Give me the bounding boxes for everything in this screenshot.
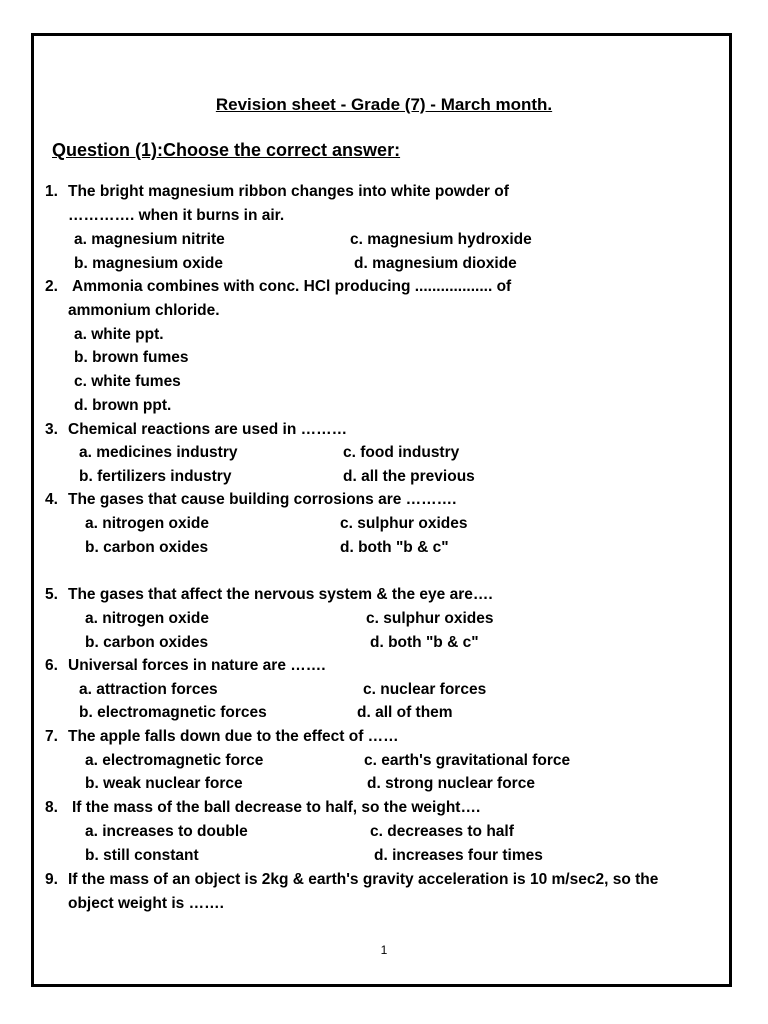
question-number: 6. (45, 657, 58, 674)
question-number: 3. (45, 421, 58, 438)
option-b: b. magnesium oxide (74, 255, 224, 272)
question-text: Ammonia combines with conc. HCl producing .................. of (72, 278, 512, 295)
option-b: b. fertilizers industry (79, 468, 232, 485)
option-a: a. attraction forces (79, 681, 218, 698)
question-text: ammonium chloride. (68, 302, 220, 319)
option-c: c. magnesium hydroxide (350, 231, 532, 248)
question-text: The gases that affect the nervous system & the eye are…. (68, 586, 493, 603)
option-a: a. nitrogen oxide (85, 515, 210, 532)
option-c: c. nuclear forces (363, 681, 487, 698)
option-a: a. nitrogen oxide (85, 610, 210, 627)
option-d: d. brown ppt. (74, 397, 172, 414)
option-b: b. brown fumes (74, 349, 189, 366)
option-d: d. all of them (357, 704, 453, 721)
option-c: c. sulphur oxides (340, 515, 468, 532)
option-a: a. electromagnetic force (85, 752, 264, 769)
question-number: 9. (45, 871, 58, 888)
option-b: b. weak nuclear force (85, 775, 243, 792)
question-number: 8. (45, 799, 58, 816)
question-number: 7. (45, 728, 58, 745)
question-number: 1. (45, 183, 58, 200)
section-heading: Question (1):Choose the correct answer: (52, 140, 401, 160)
option-d: d. strong nuclear force (367, 775, 535, 792)
option-c: c. sulphur oxides (366, 610, 494, 627)
option-c: c. decreases to half (370, 823, 514, 840)
question-text: The gases that cause building corrosions are ………. (68, 491, 457, 508)
question-text: The apple falls down due to the effect of …… (68, 728, 399, 745)
option-a: a. magnesium nitrite (74, 231, 225, 248)
page-title: Revision sheet - Grade (7) - March month. (215, 95, 553, 114)
page-number: 1 (380, 943, 388, 957)
option-a: a. medicines industry (79, 444, 238, 461)
option-b: b. still constant (85, 847, 199, 864)
option-c: c. food industry (343, 444, 460, 461)
question-text: Chemical reactions are used in ……… (68, 421, 348, 438)
option-d: d. increases four times (374, 847, 543, 864)
option-c: c. earth's gravitational force (364, 752, 571, 769)
question-text: Universal forces in nature are ……. (68, 657, 326, 674)
option-d: d. both "b & c" (340, 539, 449, 556)
option-b: b. carbon oxides (85, 634, 209, 651)
question-text: If the mass of the ball decrease to half, so the weight…. (72, 799, 481, 816)
question-text: …………. when it burns in air. (68, 207, 285, 224)
option-a: a. increases to double (85, 823, 248, 840)
question-number: 4. (45, 491, 58, 508)
option-b: b. electromagnetic forces (79, 704, 267, 721)
question-number: 2. (45, 278, 58, 295)
question-number: 5. (45, 586, 58, 603)
question-text: The bright magnesium ribbon changes into white powder of (68, 183, 509, 200)
page-border (31, 33, 732, 987)
question-text: If the mass of an object is 2kg & earth's gravity acceleration is 10 m/sec2, so the (68, 871, 659, 888)
question-text: object weight is ……. (68, 895, 224, 912)
option-d: d. both "b & c" (370, 634, 479, 651)
option-b: b. carbon oxides (85, 539, 209, 556)
option-c: c. white fumes (74, 373, 181, 390)
option-d: d. magnesium dioxide (354, 255, 517, 272)
option-a: a. white ppt. (74, 326, 164, 343)
option-d: d. all the previous (343, 468, 475, 485)
